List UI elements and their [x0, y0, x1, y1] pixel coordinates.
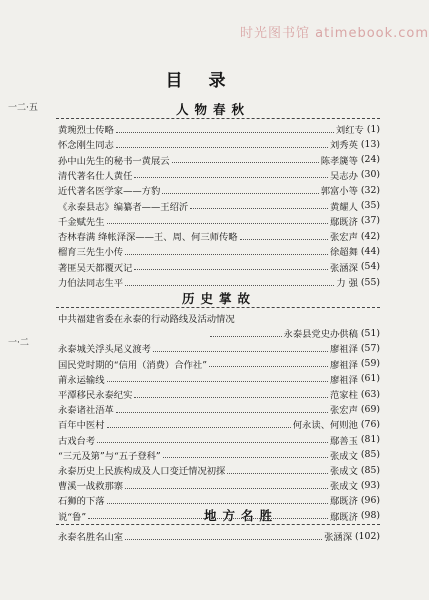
- toc-entry: [58, 325, 380, 341]
- toc-entry-author: 张涵深: [324, 532, 352, 543]
- toc-entry-title: 千金赋先生: [58, 216, 105, 228]
- toc-entry-title: 黄琬烈士传略: [58, 125, 114, 136]
- toc-entry-author: 张成文: [330, 466, 358, 477]
- section-rule: [56, 118, 380, 119]
- toc-entry-page: (93): [360, 479, 380, 491]
- toc-entry-page: (37): [360, 215, 380, 227]
- toc-entry-author: 鄢既济: [330, 216, 358, 228]
- toc-entry: [58, 416, 380, 432]
- toc-entry: [58, 167, 380, 183]
- toc-entry-title: 说“鲁”: [58, 511, 87, 523]
- toc-entry: [58, 228, 380, 244]
- toc-entry-page: (61): [360, 373, 380, 385]
- toc-entry-author: 张宏声: [330, 405, 358, 417]
- toc-entry-author: 廖祖泽: [330, 344, 358, 356]
- section-heading-people: 人物春秋: [176, 102, 251, 117]
- toc-entry-page: (32): [360, 184, 380, 196]
- toc-entry: [58, 152, 380, 168]
- toc-entry-author: 郭富小等: [320, 186, 358, 198]
- dot-leader: [163, 451, 328, 458]
- toc-entry-author: 力 强: [336, 278, 358, 289]
- dot-leader: [134, 171, 328, 178]
- toc-entry-author: 张涵深: [330, 262, 358, 274]
- toc-entry-title: 永泰历史上民族构成及人口变迁情况初探: [58, 466, 226, 477]
- toc-entry-title: 中共福建省委在永泰的行动路线及活动情况: [58, 314, 235, 325]
- dot-leader: [107, 421, 291, 428]
- toc-entry: [58, 136, 380, 152]
- toc-entry-title: 永泰名胜名山室: [58, 532, 124, 543]
- toc-entry-page: (55): [360, 276, 380, 288]
- toc-entry-page: (24): [360, 154, 380, 166]
- margin-mark: 一·二: [8, 338, 29, 348]
- dot-leader: [210, 330, 282, 337]
- dot-leader: [227, 467, 328, 474]
- toc-entry-title: 永泰城关浮头尾义渡考: [58, 344, 151, 356]
- toc-entry-page: (54): [360, 261, 380, 273]
- toc-entry-author: 廖祖泽: [330, 374, 358, 386]
- toc-entry-author: 吴志办: [330, 170, 358, 182]
- toc-entry-title: 莆永运输线: [58, 374, 105, 386]
- toc-entry-title: 古戏台考: [58, 435, 96, 447]
- toc-entry-title: 著匪吴天都覆灭记: [58, 262, 133, 274]
- toc-entry-title: 孙中山先生的秘书一黄展云: [58, 155, 170, 167]
- toc-entry-author: 何永读、何则池: [292, 420, 358, 432]
- toc-entry-page: (59): [360, 358, 380, 370]
- section-rule: [56, 524, 380, 525]
- toc-entry-author: 鄢善玉: [330, 435, 358, 447]
- toc-entry: [58, 274, 380, 290]
- toc-entry: [58, 432, 380, 448]
- toc-entry-page: (1): [366, 123, 380, 135]
- toc-entry-title: 曹溪一战救那寨: [58, 481, 124, 493]
- toc-entry-title: 百年中医村: [58, 420, 105, 432]
- toc-entry-author: 徐超舞: [330, 247, 358, 259]
- toc-entry-title: 平潭移民永泰纪实: [58, 390, 133, 401]
- toc-entry: [58, 447, 380, 463]
- dot-leader: [107, 375, 329, 382]
- toc-entry-title: 永泰诸社浯革: [58, 405, 114, 417]
- dot-leader: [116, 126, 334, 133]
- toc-entry-page: (13): [360, 138, 380, 150]
- toc-entry: [58, 213, 380, 229]
- toc-entry-page: (69): [360, 403, 380, 415]
- toc-entry-author: 刘红专: [335, 125, 364, 136]
- toc-entry: [58, 182, 380, 198]
- dot-leader: [107, 217, 329, 224]
- toc-entry-author: 刘秀英: [330, 140, 358, 152]
- toc-entry-page: (63): [360, 388, 380, 400]
- toc-entry-page: (98): [360, 510, 380, 522]
- toc-entry-author: 范家柱: [330, 390, 358, 401]
- toc-entry-author: 张宏声: [330, 232, 358, 244]
- dot-leader: [97, 436, 328, 443]
- dot-leader: [125, 482, 328, 489]
- page-title: 目 录: [165, 71, 236, 91]
- dot-leader: [237, 315, 375, 321]
- toc-entry-title: 榴育三先生小传: [58, 247, 124, 259]
- toc-entry-author: 张成文: [330, 450, 358, 462]
- toc-entry: [58, 528, 380, 544]
- toc-entry: [58, 198, 380, 214]
- toc-entry-page: (85): [360, 464, 380, 476]
- toc-entry-page: (35): [360, 200, 380, 211]
- toc-entry-author: 鄢既济: [330, 511, 358, 523]
- toc-entry-page: (96): [360, 494, 380, 506]
- toc-entry: [58, 310, 380, 326]
- toc-entry-author: 廖祖泽: [330, 359, 358, 371]
- toc-entry: [58, 259, 380, 275]
- dot-leader: [107, 497, 329, 504]
- toc-entry-title: 国民党时期的“信用（消费）合作社”: [58, 359, 207, 371]
- toc-entry-author: 黄耀人: [330, 201, 358, 213]
- dot-leader: [190, 202, 328, 209]
- toc-entry: [58, 462, 380, 478]
- toc-entry: [58, 477, 380, 493]
- margin-mark: 一二·五: [8, 103, 38, 113]
- toc-entry-author: 张成文: [330, 481, 358, 493]
- toc-entry-page: (51): [360, 327, 380, 339]
- toc-entry-title: 近代著名医学家——方豹: [58, 186, 161, 198]
- toc-entry: [58, 340, 380, 356]
- toc-entry-author: 永泰县党史办供稿: [283, 329, 358, 341]
- toc-entry-page: (81): [360, 434, 380, 446]
- toc-entry: [58, 371, 380, 387]
- dot-leader: [153, 345, 328, 352]
- toc-entry-title: 怀念刚生同志: [58, 140, 114, 152]
- toc-entry-page: (42): [360, 230, 380, 242]
- toc-entry: [58, 121, 380, 137]
- section-heading-history: 历史掌故: [182, 291, 257, 306]
- dot-leader: [162, 187, 318, 194]
- dot-leader: [125, 248, 328, 255]
- dot-leader: [134, 263, 328, 270]
- dot-leader: [125, 533, 322, 540]
- toc-entry-title: 石狮的下落: [58, 496, 105, 508]
- toc-entry: [58, 356, 380, 372]
- toc-entry: [58, 401, 380, 417]
- toc-entry-page: (44): [360, 245, 380, 257]
- dot-leader: [240, 233, 328, 240]
- section-heading-scenic: 地方名胜: [204, 508, 279, 523]
- dot-leader: [209, 360, 328, 367]
- toc-entry-author: 陈孝篪等: [320, 155, 358, 167]
- dot-leader: [116, 141, 328, 148]
- section-rule: [56, 307, 380, 308]
- dot-leader: [116, 406, 328, 413]
- dot-leader: [125, 279, 334, 286]
- toc-entry-page: (57): [360, 342, 380, 354]
- toc-entry-title: 杏林春满 绛帐泽深——王、周、何三师传略: [58, 232, 238, 244]
- toc-entry: [58, 386, 380, 402]
- toc-entry-page: (85): [360, 449, 380, 461]
- toc-entry: [58, 243, 380, 259]
- toc-entry-author: 鄢既济: [330, 496, 358, 508]
- toc-entry-title: 《永泰县志》编纂者——王绍沂: [58, 201, 189, 213]
- dot-leader: [172, 156, 319, 163]
- toc-entry-page: (76): [360, 418, 380, 430]
- toc-entry-title: 力伯法同志生平: [58, 278, 124, 289]
- toc-entry-page: (30): [360, 169, 380, 181]
- dot-leader: [134, 391, 328, 398]
- toc-entry-title: “三元及第”与“五子登科”: [58, 450, 161, 462]
- toc-entry-title: 清代著名仕人黄任: [58, 170, 133, 182]
- toc-entry-page: (102): [355, 530, 380, 542]
- watermark: 时光图书馆 atimebook.com: [240, 26, 429, 41]
